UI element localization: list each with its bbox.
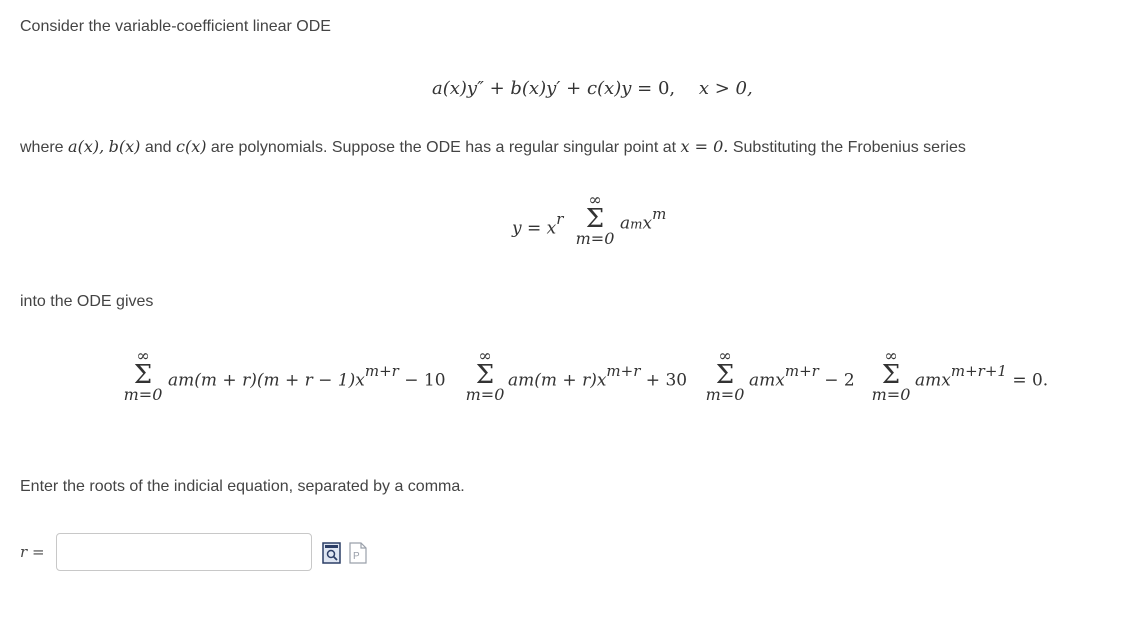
- frobenius-sum-low: m=0: [575, 229, 615, 248]
- series-term-4-rest: x: [941, 370, 951, 391]
- ode-condition: x > 0,: [698, 78, 753, 99]
- where-b: b(x): [108, 137, 141, 156]
- svg-text:P: P: [353, 551, 360, 562]
- series-sum-3-sigma: Σ: [715, 360, 735, 390]
- series-term-4-sub: m: [925, 370, 942, 391]
- frobenius-term-sub: m: [630, 217, 643, 233]
- series-sum-4: [868, 348, 914, 404]
- preview-icon-svg: [348, 541, 368, 565]
- series-sum-3-top: ∞: [718, 346, 732, 365]
- preview-icon[interactable]: [348, 541, 368, 565]
- ode-term-c: c(x)y: [586, 78, 632, 99]
- where-a: a(x),: [68, 137, 105, 156]
- series-term-4-a: a: [915, 370, 926, 391]
- series-sum-2-low: m=0: [465, 385, 505, 404]
- series-term-3-rest: x: [775, 370, 785, 391]
- series-term-3-sub: m: [759, 370, 776, 391]
- series-term-3-sup: m+r: [784, 362, 819, 380]
- ode-rhs: 0,: [657, 78, 676, 99]
- series-sum-1-top: ∞: [136, 346, 150, 365]
- series-term-2-a: a: [508, 370, 519, 391]
- frobenius-lhs-sup: r: [556, 210, 564, 228]
- series-op-3: − 2: [824, 370, 855, 391]
- intro-text: Consider the variable-coefficient linear ODE: [20, 18, 331, 35]
- frobenius-term-a: a: [620, 213, 631, 234]
- frobenius-term: [620, 205, 667, 234]
- answer-label: r =: [20, 543, 45, 561]
- series-term-1-rest: (m + r)(m + r − 1)x: [194, 370, 365, 391]
- series-sum-4-top: ∞: [884, 346, 898, 365]
- where-tail: Substituting the Frobenius series: [732, 139, 966, 156]
- ode-term-a: a(x)y″: [432, 78, 484, 99]
- series-sum-3-low: m=0: [705, 385, 745, 404]
- series-term-1-sub: m: [178, 370, 195, 391]
- series-op-2: + 30: [645, 370, 688, 391]
- series-sum-1-low: m=0: [123, 385, 163, 404]
- series-term-3-a: a: [749, 370, 760, 391]
- series-term-1: [168, 362, 446, 391]
- series-sum-2-top: ∞: [478, 346, 492, 365]
- frobenius-lhs: [512, 210, 564, 239]
- ode-term-b: b(x)y′: [510, 78, 561, 99]
- frobenius-sum: [575, 192, 615, 248]
- ode-equation: [432, 78, 753, 99]
- series-term-2-rest: (m + r)x: [534, 370, 607, 391]
- series-sum-3: [702, 348, 748, 404]
- series-sum-2-sigma: Σ: [475, 360, 495, 390]
- where-point: x = 0.: [680, 137, 729, 156]
- series-term-2-sub: m: [518, 370, 535, 391]
- series-term-1-sup: m+r: [364, 362, 399, 380]
- where-c: c(x): [175, 137, 207, 156]
- series-term-3: [749, 362, 855, 391]
- series-sum-4-sigma: Σ: [881, 360, 901, 390]
- series-term-2: [508, 362, 688, 391]
- series-sum-1-sigma: Σ: [133, 360, 153, 390]
- where-and: and: [144, 139, 172, 156]
- series-op-4: = 0.: [1012, 370, 1049, 391]
- frobenius-lhs-text: y = x: [512, 218, 557, 239]
- frobenius-sum-top: ∞: [588, 190, 602, 209]
- where-prefix: where: [20, 139, 64, 156]
- series-term-1-a: a: [168, 370, 179, 391]
- equation-editor-icon-svg: [322, 541, 342, 565]
- series-term-4-sup: m+r+1: [950, 362, 1007, 380]
- frobenius-term-sup: m: [652, 205, 667, 223]
- series-sum-2: [462, 348, 508, 404]
- series-sum-4-low: m=0: [871, 385, 911, 404]
- into-text: into the ODE gives: [20, 293, 154, 310]
- ode-equals: =: [637, 78, 653, 99]
- ode-plus-1: +: [489, 78, 505, 99]
- equation-editor-icon[interactable]: [322, 541, 342, 565]
- where-line: [20, 137, 966, 157]
- series-op-1: − 10: [404, 370, 446, 391]
- frobenius-term-x: x: [642, 213, 653, 234]
- answer-input[interactable]: [56, 533, 312, 571]
- series-term-2-sup: m+r: [606, 362, 641, 380]
- ode-plus-2: +: [566, 78, 582, 99]
- prompt-text: Enter the roots of the indicial equation, separated by a comma.: [20, 478, 465, 495]
- series-sum-1: [120, 348, 166, 404]
- where-suffix: are polynomials. Suppose the ODE has a regular singular point at: [210, 139, 677, 156]
- frobenius-sum-sigma: Σ: [585, 204, 605, 234]
- series-term-4: [915, 362, 1049, 391]
